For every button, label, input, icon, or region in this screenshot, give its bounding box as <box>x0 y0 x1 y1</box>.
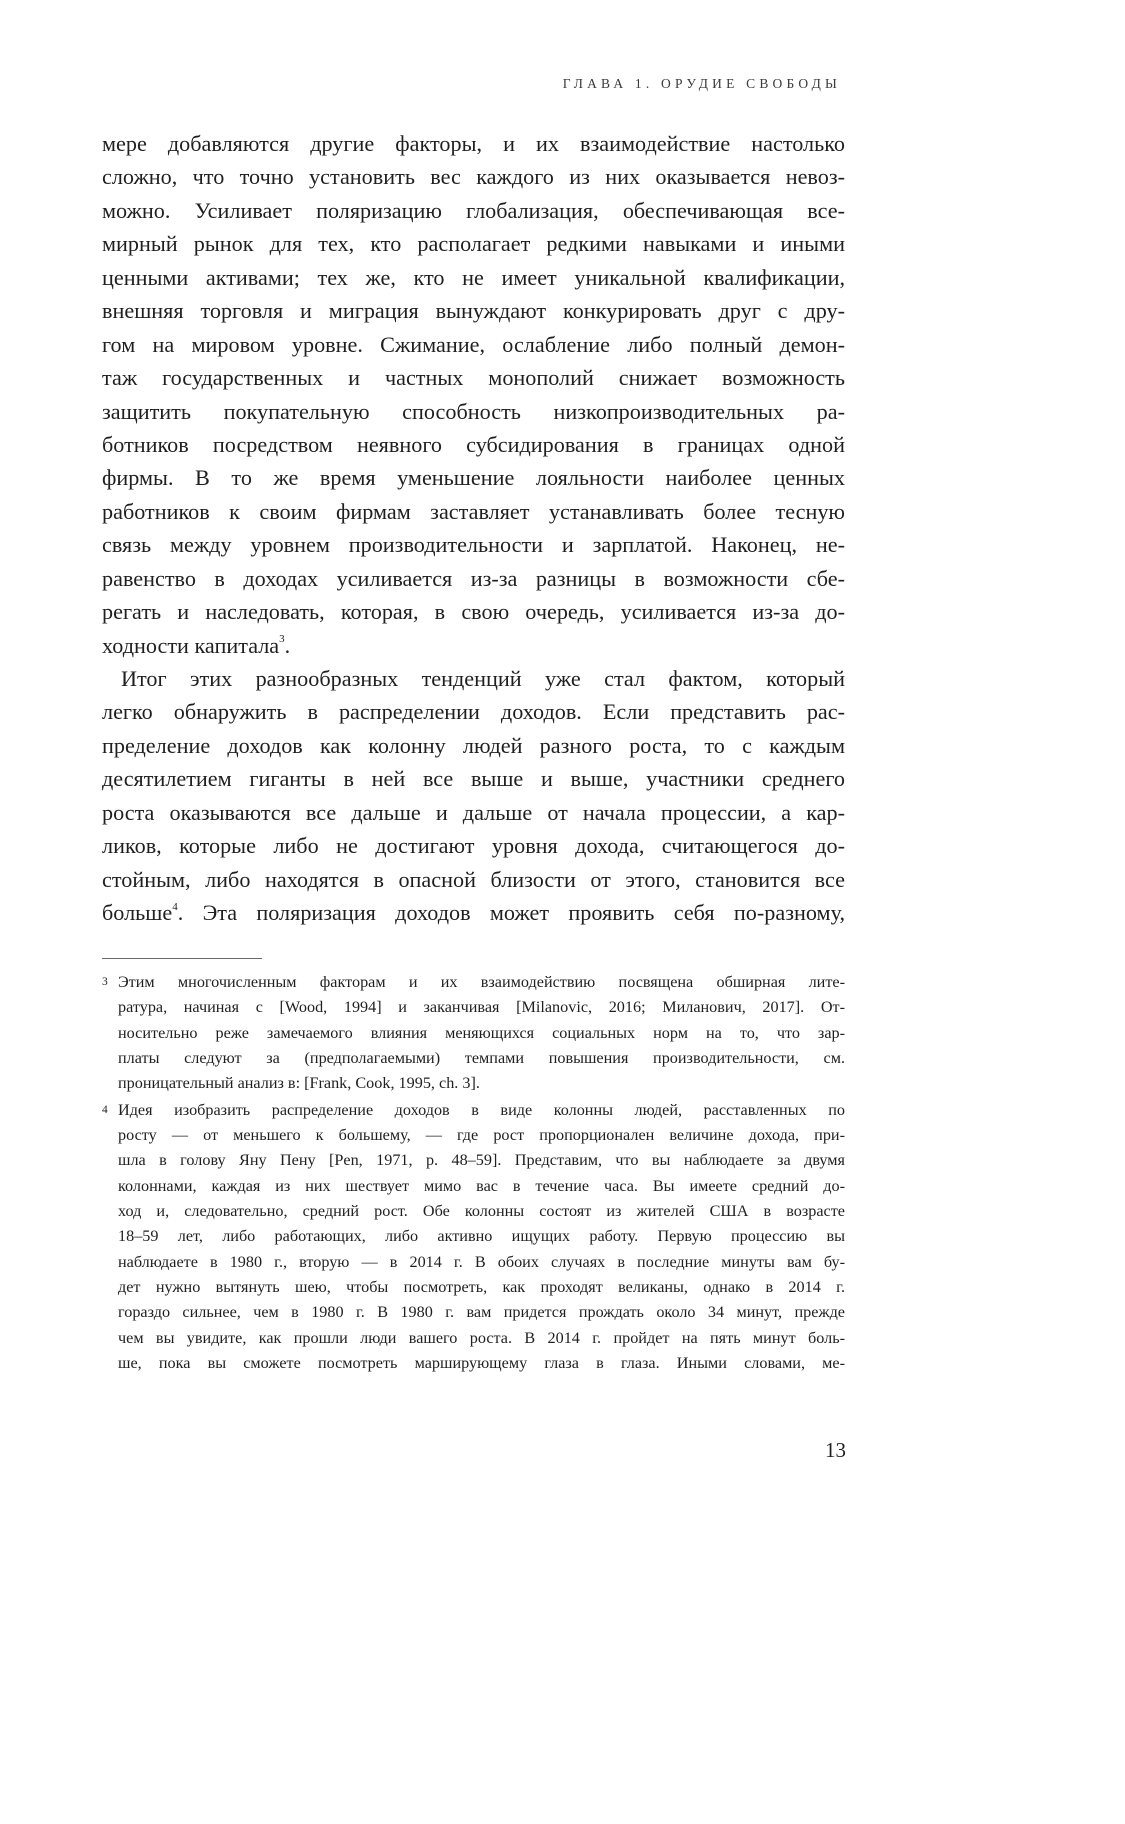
footnote-ref-3[interactable]: 3 <box>279 633 285 646</box>
running-head: ГЛАВА 1. ОРУДИЕ СВОБОДЫ <box>562 76 841 91</box>
body-line-text: . Эта поляризация доходов может проявить себя по-разному, <box>177 900 845 926</box>
body-line: ценными активами; тех же, кто не имеет уникальной квалификации, <box>102 264 845 290</box>
footnote-line: носительно реже замечаемого влияния меняющихся социальных норм на то, что зар- <box>118 1023 845 1042</box>
footnote-mark: 3 <box>102 976 108 988</box>
body-line: регать и наследовать, которая, в свою очередь, усиливается из-за до- <box>102 599 845 625</box>
body-line <box>102 896 845 929</box>
footnote-line: ратура, начиная с [Wood, 1994] и заканчивая [Milanovic, 2016; Миланович, 2017]. От- <box>118 998 845 1017</box>
footnote-line: наблюдаете в 1980 г., вторую — в 2014 г. В обоих случаях в последние минуты вам бу- <box>118 1252 845 1271</box>
body-line: сложно, что точно установить вес каждого из них оказывается невоз- <box>102 164 845 190</box>
footnote-line: 18–59 лет, либо работающих, либо активно ищущих работу. Первую процессию вы <box>118 1227 845 1246</box>
footnote-line: ше, пока вы сможете посмотреть марширующему глаза в глаза. Иными словами, ме- <box>118 1354 845 1373</box>
footnote-line: дет нужно вытянуть шею, чтобы посмотреть, как проходят великаны, однако в 2014 г. <box>118 1278 845 1297</box>
body-line-text: больше <box>102 900 173 926</box>
footnote-line: гораздо сильнее, чем в 1980 г. В 1980 г. вам придется прождать около 34 минут, прежде <box>118 1303 845 1322</box>
footnote-3 <box>102 970 845 1097</box>
body-line: пределение доходов как колонну людей разного роста, то с каждым <box>102 732 845 758</box>
body-line: стойным, либо находятся в опасной близости от этого, становится все <box>102 866 845 892</box>
body-line: связь между уровнем производительности и зарплатой. Наконец, не- <box>102 532 845 558</box>
footnote-line: ход и, следовательно, средний рост. Обе колонны состоят из жителей США в возрасте <box>118 1202 845 1221</box>
footnote-line: Этим многочисленным факторам и их взаимодействию посвящена обширная лите- <box>118 973 845 991</box>
body-line: внешняя торговля и миграция вынуждают конкурировать друг с дру- <box>102 298 845 324</box>
footnote-line: платы следуют за (предполагаемыми) темпами повышения производительности, см. <box>118 1049 845 1068</box>
footnote-mark: 4 <box>102 1103 108 1116</box>
body-line <box>102 629 845 662</box>
body-line: можно. Усиливает поляризацию глобализация, обеспечивающая все- <box>102 197 845 223</box>
body-line: гом на мировом уровне. Сжимание, ослабление либо полный демон- <box>102 331 845 357</box>
body-text <box>102 127 845 930</box>
body-line: Итог этих разнообразных тенденций уже стал фактом, который <box>121 666 845 691</box>
body-line: легко обнаружить в распределении доходов. Если представить рас- <box>102 699 845 725</box>
body-line: роста оказываются все дальше и дальше от начала процессии, а кар- <box>102 799 845 825</box>
footnote-4 <box>102 1098 845 1377</box>
body-line: десятилетием гиганты в ней все выше и выше, участники среднего <box>102 766 845 792</box>
footnote-line: росту — от меньшего к большему, — где рост пропорционален величине дохода, при- <box>118 1126 845 1145</box>
footnote-line: чем вы увидите, как прошли люди вашего роста. В 2014 г. пройдет на пять минут боль- <box>118 1328 845 1347</box>
body-line: ботников посредством неявного субсидирования в границах одной <box>102 431 845 457</box>
body-line: мирный рынок для тех, кто располагает редкими навыками и иными <box>102 231 845 257</box>
body-line-text: ходности капитала <box>102 632 280 658</box>
body-line: таж государственных и частных монополий снижает возможность <box>102 365 845 391</box>
footnote-line: проницательный анализ в: [Frank, Cook, 1995, ch. 3]. <box>118 1074 480 1093</box>
footnote-line: шла в голову Яну Пену [Pen, 1971, p. 48–59]. Представим, что вы наблюдаете за двумя <box>118 1151 845 1170</box>
punctuation: . <box>284 632 291 658</box>
body-line: защитить покупательную способность низкопроизводительных ра- <box>102 398 845 424</box>
body-line: ликов, которые либо не достигают уровня дохода, считающегося до- <box>102 833 845 859</box>
body-line: фирмы. В то же время уменьшение лояльности наиболее ценных <box>102 465 845 491</box>
body-line: работников к своим фирмам заставляет устанавливать более тесную <box>102 498 845 524</box>
footnote-ref-4[interactable]: 4 <box>172 900 178 913</box>
footnote-line: Идея изобразить распределение доходов в виде колонны людей, расставленных по <box>118 1100 845 1119</box>
page-number: 13 <box>825 1438 846 1462</box>
footnote-line: колоннами, каждая из них шествует мимо вас в течение часа. Вы имеете средний до- <box>118 1176 845 1195</box>
footnote-divider <box>102 958 262 959</box>
body-line: мере добавляются другие факторы, и их взаимодействие настолько <box>102 131 845 156</box>
body-line: равенство в доходах усиливается из-за разницы в возможности сбе- <box>102 565 845 591</box>
footnotes <box>102 970 845 1377</box>
